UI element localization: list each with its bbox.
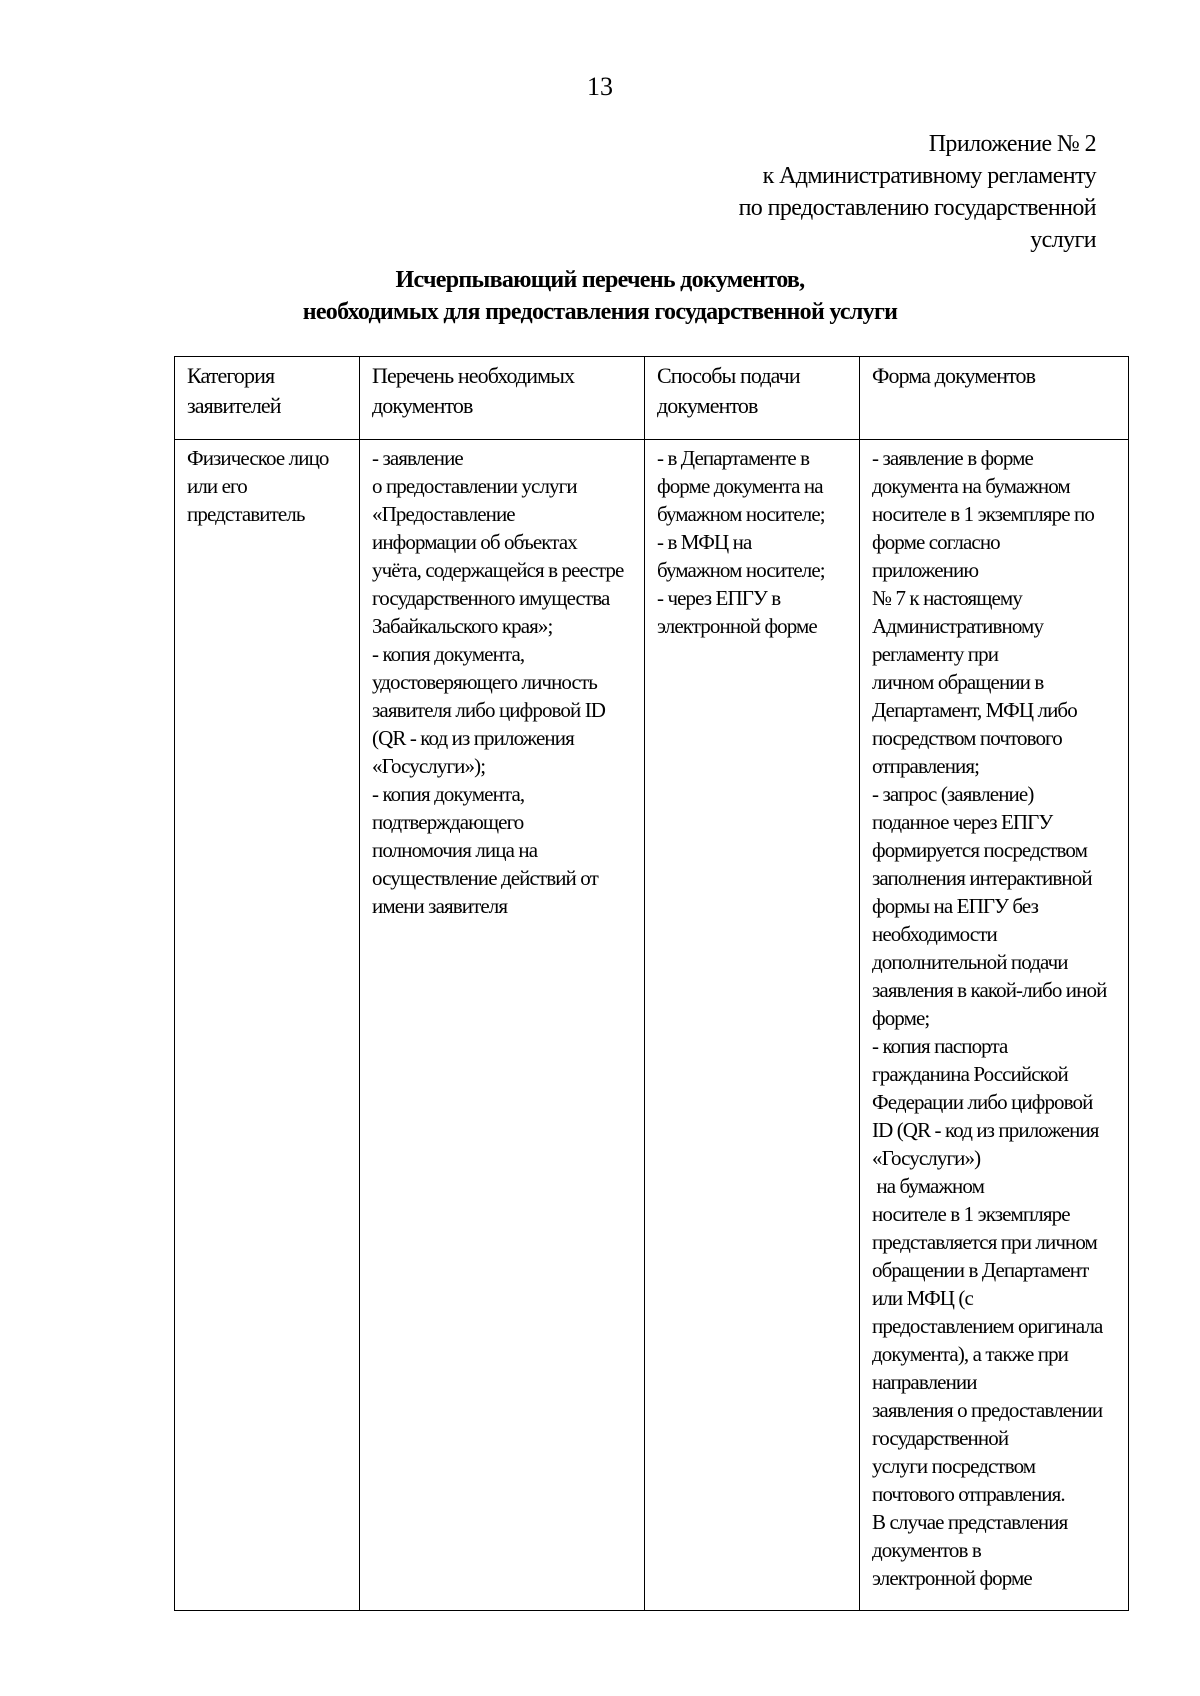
cell-line: имени заявителя [372, 894, 508, 918]
cell-line: - запрос (заявление) [872, 782, 1034, 806]
cell-line: заполнения интерактивной [872, 866, 1092, 890]
cell-line: - через ЕПГУ в [657, 586, 781, 610]
cell-line: В случае представления [872, 1510, 1068, 1534]
cell-line: осуществление действий от [372, 866, 598, 890]
cell-line: представитель [187, 502, 305, 526]
cell-line: формы на ЕПГУ без [872, 894, 1038, 918]
cell-line: отправления; [872, 754, 980, 778]
cell-documents [360, 440, 645, 1611]
cell-line: государственной [872, 1426, 1009, 1450]
cell-line: направлении [872, 1370, 977, 1394]
cell-line: формируется посредством [872, 838, 1088, 862]
cell-line: услуги посредством [872, 1454, 1036, 1478]
cell-line: обращении в Департамент [872, 1258, 1089, 1282]
appendix-line: к Административному регламенту [762, 163, 1096, 189]
cell-line: документов в [872, 1538, 981, 1562]
cell-line: ID (QR - код из приложения [872, 1118, 1099, 1142]
cell-line: о предоставлении услуги [372, 474, 577, 498]
cell-line: - заявление в форме [872, 446, 1033, 470]
cell-line: Административному [872, 614, 1044, 638]
cell-line: № 7 к настоящему [872, 586, 1022, 610]
cell-line: на бумажном [872, 1174, 984, 1198]
title-line: необходимых для предоставления государственной услуги [302, 299, 898, 325]
header-line: Категория [187, 363, 275, 388]
cell-line: посредством почтового [872, 726, 1062, 750]
cell-line: - копия документа, [372, 642, 525, 666]
header-line: Перечень необходимых [372, 363, 575, 388]
cell-line: Департамент, МФЦ либо [872, 698, 1077, 722]
cell-category [175, 440, 360, 1611]
header-documents [360, 357, 645, 440]
cell-line: дополнительной подачи [872, 950, 1068, 974]
cell-line: предоставлением оригинала [872, 1314, 1103, 1338]
cell-line: почтового отправления. [872, 1482, 1065, 1506]
cell-methods [645, 440, 860, 1611]
cell-line: «Предоставление [372, 502, 515, 526]
cell-line: или его [187, 474, 247, 498]
cell-line: форме; [872, 1006, 930, 1030]
cell-line: электронной форме [872, 1566, 1032, 1590]
cell-line: полномочия лица на [372, 838, 538, 862]
cell-line: Физическое лицо [187, 446, 329, 470]
cell-line: или МФЦ (с [872, 1286, 973, 1310]
header-line: заявителей [187, 393, 281, 418]
header-methods [645, 357, 860, 440]
cell-line: заявления в какой-либо иной [872, 978, 1107, 1002]
cell-line: (QR - код из приложения [372, 726, 574, 750]
header-line: Способы подачи [657, 363, 800, 388]
title-line: Исчерпывающий перечень документов, [395, 267, 805, 293]
cell-line: форме документа на [657, 474, 823, 498]
cell-line: «Госуслуги») [872, 1146, 981, 1170]
cell-line: учёта, содержащейся в реестре [372, 558, 624, 582]
header-line: документов [372, 393, 473, 418]
cell-line: документа), а также при [872, 1342, 1069, 1366]
documents-table [174, 356, 1129, 1611]
header-form [860, 357, 1129, 440]
cell-form [860, 440, 1129, 1611]
header-category [175, 357, 360, 440]
cell-line: - заявление [372, 446, 463, 470]
cell-line: - копия документа, [372, 782, 525, 806]
cell-line: бумажном носителе; [657, 558, 825, 582]
cell-line: удостоверяющего личность [372, 670, 597, 694]
cell-line: регламенту при [872, 642, 999, 666]
cell-line: приложению [872, 558, 979, 582]
cell-line: форме согласно [872, 530, 1000, 554]
cell-line: документа на бумажном [872, 474, 1070, 498]
page-number: 13 [587, 72, 613, 101]
cell-line: гражданина Российской [872, 1062, 1068, 1086]
appendix-caption [576, 128, 1096, 256]
cell-line: «Госуслуги»); [372, 754, 486, 778]
cell-line: - в МФЦ на [657, 530, 752, 554]
cell-line: электронной форме [657, 614, 817, 638]
cell-line: Федерации либо цифровой [872, 1090, 1093, 1114]
table-row [175, 440, 1129, 1611]
cell-line: информации об объектах [372, 530, 577, 554]
cell-line: поданное через ЕПГУ [872, 810, 1053, 834]
appendix-line: услуги [1030, 227, 1096, 253]
appendix-line: Приложение № 2 [928, 131, 1096, 157]
cell-line: - копия паспорта [872, 1034, 1008, 1058]
appendix-line: по предоставлению государственной [738, 195, 1096, 221]
header-line: Форма документов [872, 363, 1036, 388]
cell-line: бумажном носителе; [657, 502, 825, 526]
cell-line: представляется при личном [872, 1230, 1097, 1254]
header-line: документов [657, 393, 758, 418]
cell-line: носителе в 1 экземпляре по [872, 502, 1094, 526]
cell-line: заявителя либо цифровой ID [372, 698, 606, 722]
cell-line: заявления о предоставлении [872, 1398, 1103, 1422]
cell-line: государственного имущества [372, 586, 610, 610]
table-header-row [175, 357, 1129, 440]
cell-line: личном обращении в [872, 670, 1044, 694]
cell-line: подтверждающего [372, 810, 524, 834]
cell-line: носителе в 1 экземпляре [872, 1202, 1070, 1226]
cell-line: - в Департаменте в [657, 446, 810, 470]
cell-line: Забайкальского края»; [372, 614, 553, 638]
document-title [0, 264, 1200, 328]
cell-line: необходимости [872, 922, 997, 946]
